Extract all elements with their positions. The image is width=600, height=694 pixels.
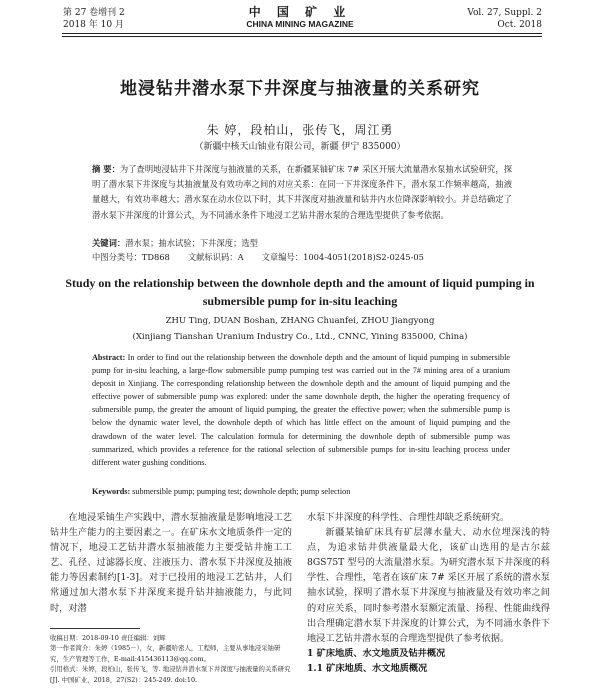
footnote-rule	[50, 628, 140, 629]
classification-line	[92, 251, 512, 264]
body-paragraph: 新疆某铀矿床具有矿层薄水量大、动水位埋深浅的特点，为追求钻井供液量最大化，该矿山选用的是古尔兹 8GS75T 型号的大流量潜水泵。为研究潜水泵下井深度的科学性、合理性，笔者在该矿床 7# 采区开展了系统的潜水泵抽水试验，探明了潜水泵下井深度与抽液量及有效功率之间的对应关系，同时参考潜水泵额定流量、扬程、性能曲线得出合理确定潜水泵下井深度的计算公式，为不同涌水条件下地浸工艺钻井潜水泵的合理选型提供了参考依据。	[307, 527, 550, 644]
journal-name-cn: 中 国 矿 业	[248, 5, 352, 19]
authors-en: ZHU Ting, DUAN Boshan, ZHANG Chuanfei, ZHOU Jiangyong	[165, 316, 435, 326]
affiliation-cn: （新疆中核天山铀业有限公司，新疆 伊宁 835000）	[194, 142, 406, 152]
affiliation-en: (Xinjiang Tianshan Uranium Industry Co., Ltd., CNNC, Yining 835000, China)	[132, 332, 468, 342]
keywords-en	[92, 485, 510, 498]
footnotes	[50, 633, 292, 685]
abstract-en	[92, 351, 510, 469]
keywords-cn	[92, 236, 512, 250]
document-code: 文献标识码：A	[187, 252, 244, 262]
abstract-cn-text: 为了查明地浸钻井下井深度与抽液量的关系，在新疆某铀矿床 7# 采区开展大流量潜水泵抽水试验研究，探明了潜水泵下井深度与其抽液量及有效功率之间的对应关系：在同一下井深度条件下，潜水泵工作频率越高，抽液量越大，有效功率越大；潜水泵在动水位以下时，其下井深度对抽液量和钻井内水位降深影响较小。并总结确定了潜水泵下井深度的计算公式，为不同涌水条件下地浸工艺钻井潜水泵的合理选型提供了参考依据。	[92, 164, 512, 220]
header-rule-thin	[62, 36, 542, 37]
keywords-cn-label: 关键词：	[92, 238, 126, 248]
keywords-cn-text: 潜水泵；抽水试验；下井深度；选型	[125, 238, 258, 248]
section-heading: 1 矿床地质、水文地质及钻井概况	[307, 647, 446, 659]
body-paragraph: 在地浸采铀生产实践中，潜水泵抽液量是影响地浸工艺钻井生产能力的主要因素之一。在矿床水文地质条件一定的情况下，地浸工艺钻井潜水泵抽液能力主要受钻井施工工艺、孔径、过滤器长度、注液压力、潜水泵下井深度及抽液能力等因素制约[1-3]。对于已投用的地浸工艺钻井，人们常通过加大潜水泵下井深度来提升钻井抽液能力，与此同时，对潜	[50, 512, 292, 614]
journal-name-en: CHINA MINING MAGAZINE	[246, 19, 354, 29]
keywords-en-label: Keywords:	[92, 487, 131, 496]
body-paragraph: 水泵下井深度的科学性、合理性却缺乏系统研究。	[307, 512, 510, 523]
abstract-en-label: Abstract:	[92, 353, 126, 362]
clc-number: 中图分类号：TD868	[92, 252, 170, 262]
keywords-en-text: submersible pump; pumping test; downhole depth; pump selection	[130, 487, 351, 496]
header-volume: 第 27 卷增刊 2	[63, 8, 125, 18]
header-volume-en-block	[467, 7, 542, 31]
subsection-heading: 1.1 矿床地质、水文地质概况	[307, 662, 428, 674]
authors-cn: 朱 婷，段柏山，张传飞，周江勇	[206, 123, 394, 137]
paper-title-en: Study on the relationship between the downhole depth and the amount of liquid pumping in submersible pump for in-situ leaching	[65, 276, 535, 308]
paper-title-cn: 地浸钻井潜水泵下井深度与抽液量的关系研究	[120, 79, 480, 99]
article-number: 文章编号：1004-4051(2018)S2-0245-05	[261, 252, 424, 262]
header-rule	[62, 33, 542, 34]
body-column-left	[50, 510, 292, 616]
footnote-author: 第一作者简介：朱婷（1985－），女，新疆哈密人，工程师，主要从事地浸采铀研究，生产管理等工作，E-mail:415436113@qq.com。	[50, 644, 281, 663]
footnote-citation: 引用格式：朱婷，段柏山，张传飞，等. 地浸钻井潜水泵下井深度与抽液量的关系研究[J]. 中国矿业，2018，27(S2)：245-249. doi:10.	[50, 665, 291, 684]
header-date: 2018 年 10 月	[63, 20, 124, 30]
abstract-en-text: In order to find out the relationship between the downhole depth and the amount of liquid pumping in submersible pump for in-situ leaching, a large-flow submersible pump pumping test was carried out in the 7# mining area of a uranium deposit in Xinjiang. The corresponding relationship between the downhole depth and the amount of liquid pumping and the effective power of submersible pump was explored: under the same downhole depth, the higher the operating frequency of submersible pump, the greater the amount of liquid pumping, the greater the effective power; when the submersible pump is below the dynamic water level, the downhole depth of which has little effect on the amount of liquid pumping and the drawdown of the water level. The calculation formula for determining the downhole depth of submersible pump was summarized, which provides a reference for the rational selection of submersible pumps for in-situ leaching process under different water gushing conditions.	[92, 353, 510, 467]
abstract-cn	[92, 162, 512, 223]
abstract-cn-label: 摘 要：	[92, 164, 120, 174]
header-volume-en: Vol. 27, Suppl. 2	[467, 8, 542, 18]
footnote-received: 收稿日期：2018-09-10 责任编辑：刘辉	[50, 634, 166, 642]
header-date-en: Oct. 2018	[497, 20, 542, 30]
body-column-right	[307, 510, 550, 676]
